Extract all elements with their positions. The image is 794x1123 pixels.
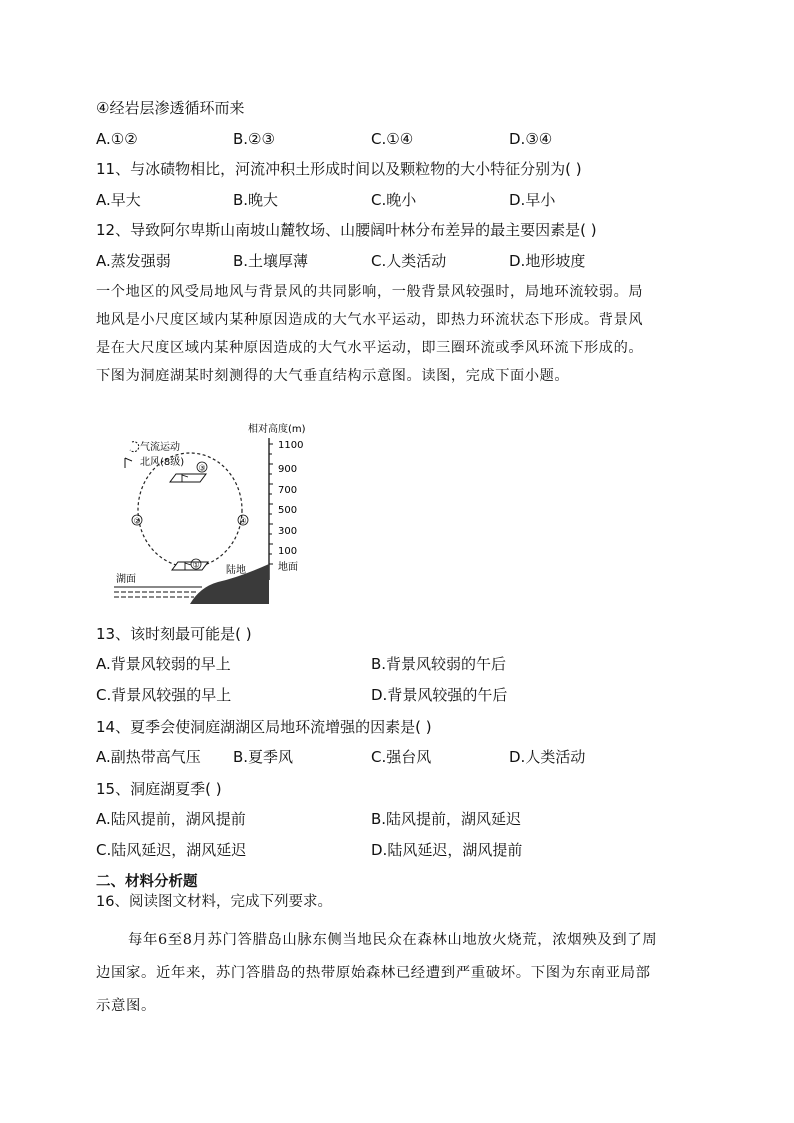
material-line-1: 一个地区的风受局地风与背景风的共同影响，一般背景风较强时，局地环流较弱。局 — [96, 284, 644, 300]
q14-stem: 14、夏季会使洞庭湖湖区局地环流增强的因素是( ) — [96, 718, 432, 736]
q14-option-c: C.强台风 — [371, 748, 432, 766]
q12-option-b: B.土壤厚薄 — [233, 252, 309, 270]
q11-option-b: B.晚大 — [233, 191, 279, 209]
q10-option-b: B.②③ — [233, 130, 275, 148]
lake-label: 湖面 — [116, 574, 136, 585]
north-wind-legend-icon — [125, 458, 132, 468]
q15-option-d: D.陆风延迟，湖风提前 — [371, 841, 523, 859]
q11-option-a: A.早大 — [96, 191, 141, 209]
q12-option-a: A.蒸发强弱 — [96, 252, 171, 270]
q11-stem: 11、与冰碛物相比，河流冲积土形成时间以及颗粒物的大小特征分别为( ) — [96, 160, 582, 178]
q15-option-c: C.陆风延迟，湖风延迟 — [96, 841, 247, 859]
material-paragraph — [96, 278, 702, 390]
material-line-4: 下图为洞庭湖某时刻测得的大气垂直结构示意图。读图，完成下面小题。 — [96, 368, 570, 384]
atmosphere-structure-figure — [110, 412, 340, 608]
q13-option-d: D.背景风较强的午后 — [371, 686, 508, 704]
section-title: 二、材料分析题 — [96, 874, 198, 890]
tick-label-1100: 1100 — [278, 440, 304, 451]
q13-stem: 13、该时刻最可能是( ) — [96, 625, 252, 643]
legend-airflow: 气流运动 — [140, 442, 180, 453]
tick-label-900: 900 — [278, 464, 298, 475]
material-line-2: 地风是小尺度区域内某种原因造成的大气水平运动，即热力环流状态下形成。背景风 — [96, 312, 644, 328]
q10-option-a: A.①② — [96, 130, 138, 148]
tick-label-100: 100 — [278, 546, 298, 557]
q10-stem-tail: ④经岩层渗透循环而来 — [96, 99, 245, 117]
ground-label: 地面 — [278, 562, 298, 573]
q13-option-a: A.背景风较弱的早上 — [96, 655, 231, 673]
q14-option-b: B.夏季风 — [233, 748, 294, 766]
q13-option-b: B.背景风较弱的午后 — [371, 655, 507, 673]
q16-material-line-1: 每年6至8月苏门答腊岛山脉东侧当地民众在森林山地放火烧荒，浓烟殃及到了周 — [128, 932, 658, 948]
q12-option-c: C.人类活动 — [371, 252, 447, 270]
q15-option-a: A.陆风提前，湖风提前 — [96, 810, 246, 828]
land-label: 陆地 — [226, 565, 246, 576]
q11-option-d: D.早小 — [509, 191, 556, 209]
marker-4: ④ — [239, 516, 247, 526]
q16-material-line-2: 边国家。近年来，苏门答腊岛的热带原始森林已经遭到严重破坏。下图为东南亚局部 — [96, 965, 651, 981]
q12-stem: 12、导致阿尔卑斯山南坡山麓牧场、山腰阔叶林分布差异的最主要因素是( ) — [96, 221, 597, 239]
q15-option-b: B.陆风提前，湖风延迟 — [371, 810, 522, 828]
axis-title: 相对高度(m) — [248, 424, 306, 435]
q10-option-c: C.①④ — [371, 130, 414, 148]
q14-option-d: D.人类活动 — [509, 748, 586, 766]
marker-1: ① — [192, 560, 200, 570]
q14-option-a: A.副热带高气压 — [96, 748, 201, 766]
q12-option-d: D.地形坡度 — [509, 252, 586, 270]
marker-2: ② — [133, 516, 141, 526]
legend-north-wind: 北风(8级) — [140, 457, 185, 468]
q16-stem: 16、阅读图文材料，完成下列要求。 — [96, 894, 332, 910]
q13-option-c: C.背景风较强的早上 — [96, 686, 232, 704]
q16-material — [96, 924, 702, 1023]
material-line-3: 是在大尺度区域内某种原因造成的大气水平运动，即三圈环流或季风环流下形成的。 — [96, 340, 644, 356]
marker-3: ③ — [198, 463, 206, 473]
lake-water-lines — [114, 587, 202, 597]
tick-label-500: 500 — [278, 505, 298, 516]
q10-option-d: D.③④ — [509, 130, 553, 148]
tick-label-300: 300 — [278, 526, 298, 537]
q11-option-c: C.晚小 — [371, 191, 417, 209]
upper-wind-box — [170, 474, 206, 482]
tick-label-700: 700 — [278, 485, 298, 496]
lower-wind-box — [172, 562, 208, 570]
airflow-legend-icon — [130, 442, 139, 452]
q15-stem: 15、洞庭湖夏季( ) — [96, 780, 222, 798]
q16-material-line-3: 示意图。 — [96, 998, 156, 1014]
circulation-ellipse — [138, 453, 242, 567]
